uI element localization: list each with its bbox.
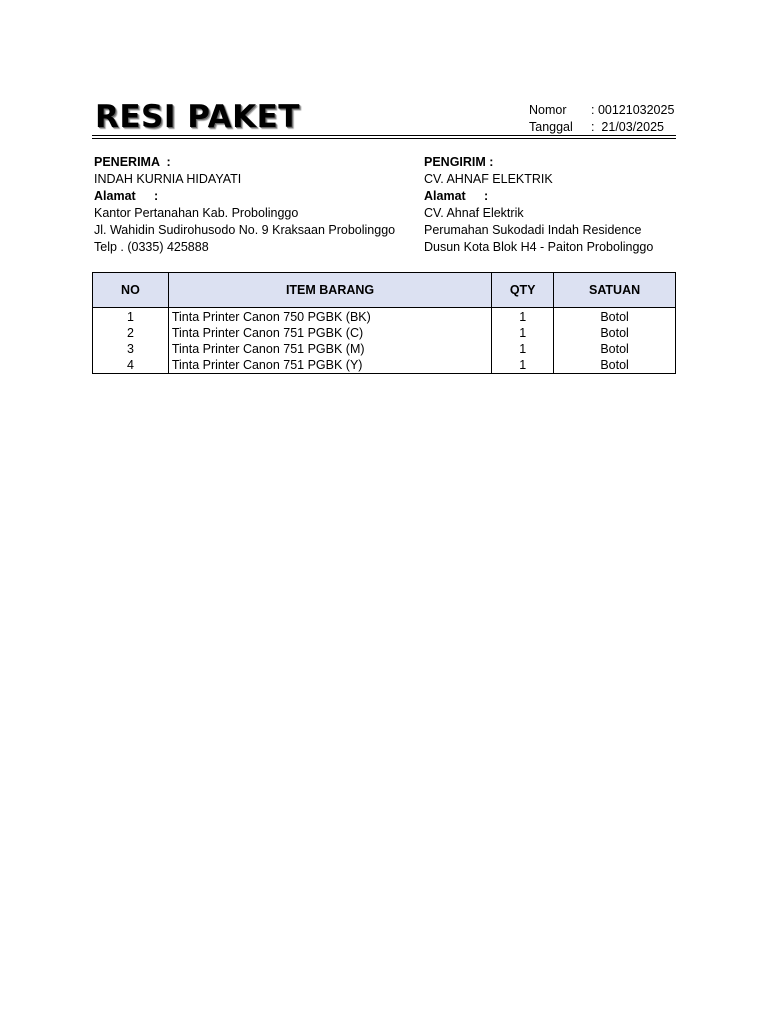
nomor-value: : 00121032025 [591, 103, 675, 117]
recipient-address-line2: Jl. Wahidin Sudirohusodo No. 9 Kraksaan Probolinggo [94, 223, 396, 237]
recipient-phone: Telp . (0335) 425888 [94, 240, 209, 254]
nomor-row [529, 102, 674, 118]
row-satuan: Botol [554, 308, 676, 326]
recipient-block [94, 154, 395, 256]
column-header-satuan: SATUAN [554, 273, 676, 308]
row-qty: 1 [492, 308, 554, 326]
row-item: Tinta Printer Canon 750 PGBK (BK) [168, 308, 491, 326]
header-divider-top [92, 135, 676, 136]
recipient-address-label: Alamat [94, 189, 136, 203]
column-header-item: ITEM BARANG [168, 273, 491, 308]
sender-address-line2: Perumahan Sukodadi Indah Residence [424, 223, 642, 237]
row-no: 4 [93, 357, 169, 374]
row-satuan: Botol [554, 357, 676, 374]
row-no: 3 [93, 341, 169, 357]
row-no: 1 [93, 308, 169, 326]
page-title: RESI PAKET [95, 99, 300, 135]
recipient-address-line1: Kantor Pertanahan Kab. Probolinggo [94, 206, 299, 220]
column-header-no: NO [93, 273, 169, 308]
sender-address-line3: Dusun Kota Blok H4 - Paiton Probolinggo [424, 240, 654, 254]
row-satuan: Botol [554, 341, 676, 357]
tanggal-value: : 21/03/2025 [591, 120, 664, 134]
recipient-address-label-row [94, 188, 395, 205]
sender-name: CV. AHNAF ELEKTRIK [424, 172, 553, 186]
header-divider-bottom [92, 138, 676, 139]
sender-address-label: Alamat [424, 189, 466, 203]
items-table [92, 272, 676, 374]
nomor-label: Nomor [529, 103, 567, 117]
tanggal-label: Tanggal [529, 120, 573, 134]
recipient-heading: PENERIMA : [94, 155, 171, 169]
row-item: Tinta Printer Canon 751 PGBK (M) [168, 341, 491, 357]
sender-heading: PENGIRIM : [424, 155, 494, 169]
sender-address-colon: : [484, 189, 489, 203]
recipient-address-colon: : [154, 189, 159, 203]
row-item: Tinta Printer Canon 751 PGBK (Y) [168, 357, 491, 374]
table-row [93, 357, 676, 374]
row-qty: 1 [492, 341, 554, 357]
row-qty: 1 [492, 357, 554, 374]
recipient-name: INDAH KURNIA HIDAYATI [94, 172, 242, 186]
row-item: Tinta Printer Canon 751 PGBK (C) [168, 325, 491, 341]
sender-block [424, 154, 653, 256]
table-row [93, 341, 676, 357]
row-satuan: Botol [554, 325, 676, 341]
column-header-qty: QTY [492, 273, 554, 308]
table-row [93, 325, 676, 341]
table-row [93, 308, 676, 326]
tanggal-row [529, 119, 664, 135]
sender-address-line1: CV. Ahnaf Elektrik [424, 206, 524, 220]
table-header-row [93, 273, 676, 308]
sender-address-label-row [424, 188, 653, 205]
row-qty: 1 [492, 325, 554, 341]
row-no: 2 [93, 325, 169, 341]
